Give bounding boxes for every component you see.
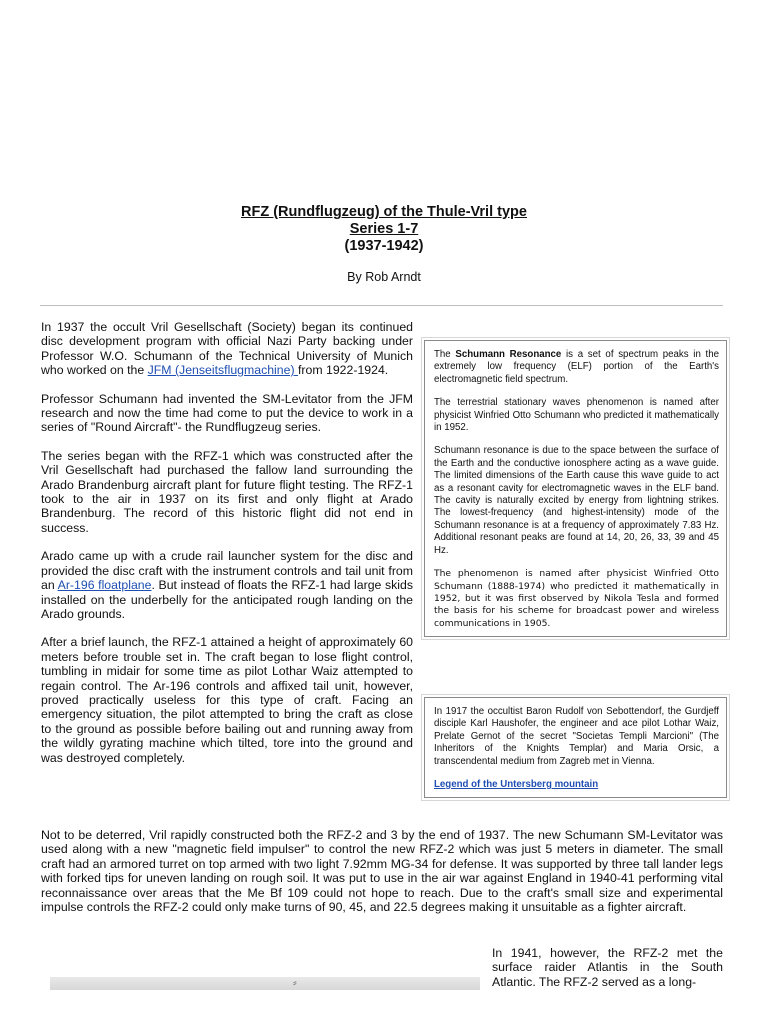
box1-para-3: Schumann resonance is due to the space between the surface of the Earth and the conductive ionosphere acting as a wave guide. The limited dimensions of the Earth cause this wave guide to act as a resonant cavity for electromagnetic waves in the ELF band. The cavity is naturally excited by energy from lightning strikes. The lowest-frequency (and highest-intensity) mode of the Schumann resonance is at a frequency of approximately 7.83 Hz. Additional resonant peaks are found at 14, 20, 26, 33, 39 and 45 Hz. (434, 445, 719, 556)
paragraph-4 (41, 549, 413, 621)
box1-para-4: The phenomenon is named after physicist Winfried Otto Schumann (1888-1974) who predicted it mathematically in 1952, but it was first observed by Nikola Tesla and formed the basis for his scheme for broadcast power and wireless communications in 1905. (434, 568, 719, 629)
box1-para-2: The terrestrial stationary waves phenomenon is named after physicist Winfried Otto Schumann who predicted it mathematically in 1952. (434, 397, 719, 434)
schumann-resonance-box (424, 340, 727, 637)
paragraph-5: After a brief launch, the RFZ-1 attained a height of approximately 60 meters before trouble set in. The craft began to lose flight control, tumbling in midair for some time as pilot Lothar Waiz attempted to regain control. The Ar-196 controls and affixed tail unit, however, proved practically useless for this type of craft. Facing an emergency situation, the pilot attempted to bring the craft as close to the ground as possible before bailing out and running away from the wildly gyrating machine which tilted, tore into the ground and was destroyed completely. (41, 635, 413, 765)
box1-pre: The (434, 349, 456, 360)
box1-bold-term: Schumann Resonance (455, 349, 562, 360)
paragraph-1-text: In 1937 the occult Vril Gesellschaft (Society) began its continued disc development program with official Nazi Party backing under Professor W.O. Schumann of the Technical University of Munich who worked on the (41, 320, 413, 378)
ar196-link[interactable]: Ar-196 floatplane (57, 578, 152, 593)
box1-post: is a set of spectrum peaks in the extremely low frequency (ELF) portion of the Earth's electromagnetic field spectrum. (434, 349, 720, 385)
paragraph-7: In 1941, however, the RFZ-2 met the surface raider Atlantis in the South Atlantic. The RFZ-2 served as a long- (492, 946, 723, 989)
box1-para-1 (434, 349, 719, 386)
byline: By Rob Arndt (347, 270, 421, 284)
title-line-3: (1937-1942) (344, 238, 424, 254)
title-line-2: Series 1-7 (349, 221, 419, 237)
paragraph-4-text: Arado came up with a crude rail launcher system for the disc and provided the disc craft with the instrument controls and tail unit from an (41, 549, 413, 593)
horizontal-divider (40, 305, 723, 306)
box2-para: In 1917 the occultist Baron Rudolf von Sebottendorf, the Gurdjeff disciple Karl Haushofer, the engineer and ace pilot Lothar Waiz, Prelate Gernot of the secret "Societas Templi Marcioni" (The Inheritors of the Knights Templar) and Maria Orsic, a transcendental medium from Zagreb met in Vienna. (434, 706, 719, 767)
jfm-link[interactable]: JFM (Jenseitsflugmachine) (147, 363, 298, 378)
paragraph-2: Professor Schumann had invented the SM-Levitator from the JFM research and now the time had come to put the device to work in a series of "Round Aircraft"- the Rundflugzeug series. (41, 391, 413, 435)
image-mark: ⸗ (293, 977, 297, 989)
box2-link-para (434, 779, 719, 791)
paragraph-3: The series began with the RFZ-1 which was constructed after the Vril Gesellschaft had purchased the fallow land surrounding the Arado Brandenburg aircraft plant for future flight testing. The RFZ-1 took to the air in 1937 on its first and only flight at Arado Brandenburg. The record of this historic flight did not end in success. (41, 448, 413, 535)
title-line-1: RFZ (Rundflugzeug) of the Thule-Vril type (241, 204, 527, 220)
vril-history-box (424, 697, 727, 798)
untersberg-link[interactable]: Legend of the Untersberg mountain (434, 779, 599, 791)
article-title (0, 204, 768, 255)
paragraph-1-end: from 1922-1924. (297, 363, 389, 378)
paragraph-4-end: . But instead of floats the RFZ-1 had large skids installed on the underbelly for the anticipated rough landing on the Arado grounds. (41, 578, 414, 621)
main-column (41, 320, 413, 779)
paragraph-6: Not to be deterred, Vril rapidly constructed both the RFZ-2 and 3 by the end of 1937. The new Schumann SM-Levitator was used along with a new "magnetic field impulser" to control the new RFZ-2 which was just 5 meters in diameter. The small craft had an armored turret on top armed with two light 7.92mm MG-34 for defense. It was supported by three tall lander legs with forked tips for uneven landing on rough soil. It was put to use in the air war against England in 1940-41 performing vital reconnaissance over areas that the Me Bf 109 could not hope to reach. Due to the craft's small size and experimental impulse controls the RFZ-2 could only make turns of 90, 45, and 22.5 degrees making it unsuitable as a fighter aircraft. (41, 828, 723, 915)
paragraph-1 (41, 320, 413, 378)
image-top-edge (50, 977, 480, 990)
